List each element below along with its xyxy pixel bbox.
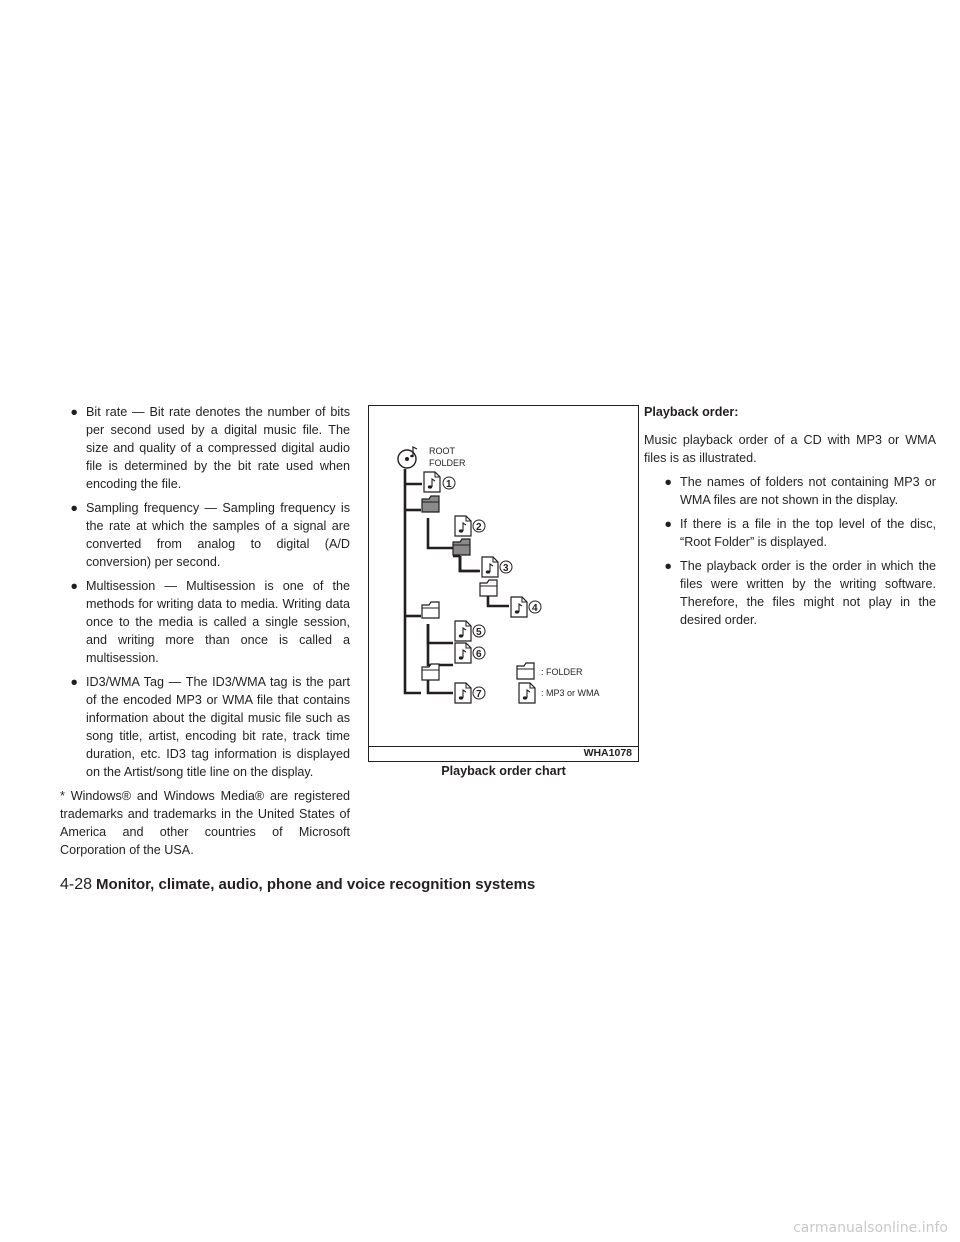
figure-caption: Playback order chart: [441, 764, 566, 778]
bullet-item: [654, 557, 936, 629]
legend-file-label: : MP3 or WMA: [541, 688, 600, 698]
bullet-item: [654, 473, 936, 509]
bullet-text: Bit rate — Bit rate denotes the number of bits per second used by a digital music file. The size and quality of a compressed digital audio file is determined by the bit rate used when encoding the file.: [86, 405, 350, 491]
playback-order-figure: [368, 405, 639, 762]
music-file-icon: [455, 516, 471, 536]
bullet-item: [60, 673, 350, 781]
order-number: 5: [476, 627, 482, 638]
bullet-item: [60, 403, 350, 493]
root-label-line1: ROOT: [429, 446, 455, 456]
order-number: 6: [476, 649, 482, 660]
right-column: [644, 403, 936, 635]
music-file-icon: [455, 621, 471, 641]
intro-paragraph: Music playback order of a CD with MP3 or WMA files is as illustrated.: [644, 433, 936, 465]
trademark-footnote: * Windows® and Windows Media® are registered trademarks and trademarks in the United States of America and other countries of Microsoft Corporation of the USA.: [60, 789, 350, 857]
music-file-icon: [455, 643, 471, 663]
bullet-item: [60, 499, 350, 571]
bullet-text: The names of folders not containing MP3 or WMA files are not shown in the display.: [680, 475, 936, 507]
bullet-dot: ●: [70, 405, 78, 419]
bullet-dot: ●: [70, 501, 78, 515]
bullet-text: Sampling frequency — Sampling frequency is the rate at which the samples of a signal are converted from analog to digital (A/D conversion) per second.: [86, 501, 350, 569]
folder-tree-diagram: [369, 406, 638, 761]
legend-file-icon: [519, 683, 535, 703]
left-column: [60, 403, 350, 859]
legend-folder-label: : FOLDER: [541, 667, 583, 677]
section-heading: Playback order:: [644, 405, 739, 419]
bullet-item: [60, 577, 350, 667]
order-number: 1: [446, 479, 452, 490]
music-file-icon: [511, 597, 527, 617]
order-number: 3: [503, 563, 509, 574]
legend-folder-icon: [517, 663, 534, 679]
bullet-dot: ●: [664, 475, 672, 489]
folder-icon: [422, 602, 439, 618]
bullet-text: The playback order is the order in which the files were written by the writing software. Therefore, the files might not play in the desired order.: [680, 559, 936, 627]
folder-icon: [422, 496, 439, 512]
bullet-dot: ●: [70, 579, 78, 593]
page-footer: [60, 876, 535, 894]
page-number: 4-28: [60, 876, 93, 893]
music-file-icon: [455, 683, 471, 703]
order-number: 4: [532, 603, 538, 614]
bullet-dot: ●: [664, 559, 672, 573]
cd-icon: [398, 447, 417, 468]
music-file-icon: [482, 557, 498, 577]
bullet-text: ID3/WMA Tag — The ID3/WMA tag is the part of the encoded MP3 or WMA file that contains information about the digital music file such as song title, artist, encoding bit rate, track time duration, etc. ID3 tag information is displayed on the Artist/song title line on the display.: [86, 675, 350, 779]
bullet-item: [654, 515, 936, 551]
music-file-icon: [424, 472, 440, 492]
watermark: carmanualsonline.info: [793, 1220, 948, 1236]
folder-icon: [453, 539, 470, 555]
bullet-text: Multisession — Multisession is one of the methods for writing data to media. Writing data once to the media is called a single session, and writing more than once is called a multisession.: [86, 579, 350, 665]
folder-icon: [480, 580, 497, 596]
bullet-text: If there is a file in the top level of the disc, “Root Folder” is displayed.: [680, 517, 936, 549]
order-number: 2: [476, 522, 482, 533]
section-title: Monitor, climate, audio, phone and voice recognition systems: [96, 876, 536, 893]
figure-code: WHA1078: [583, 747, 632, 759]
bullet-dot: ●: [664, 517, 672, 531]
order-number: 7: [476, 689, 482, 700]
root-label-line2: FOLDER: [429, 458, 466, 468]
bullet-dot: ●: [70, 675, 78, 689]
folder-icon: [422, 664, 439, 680]
